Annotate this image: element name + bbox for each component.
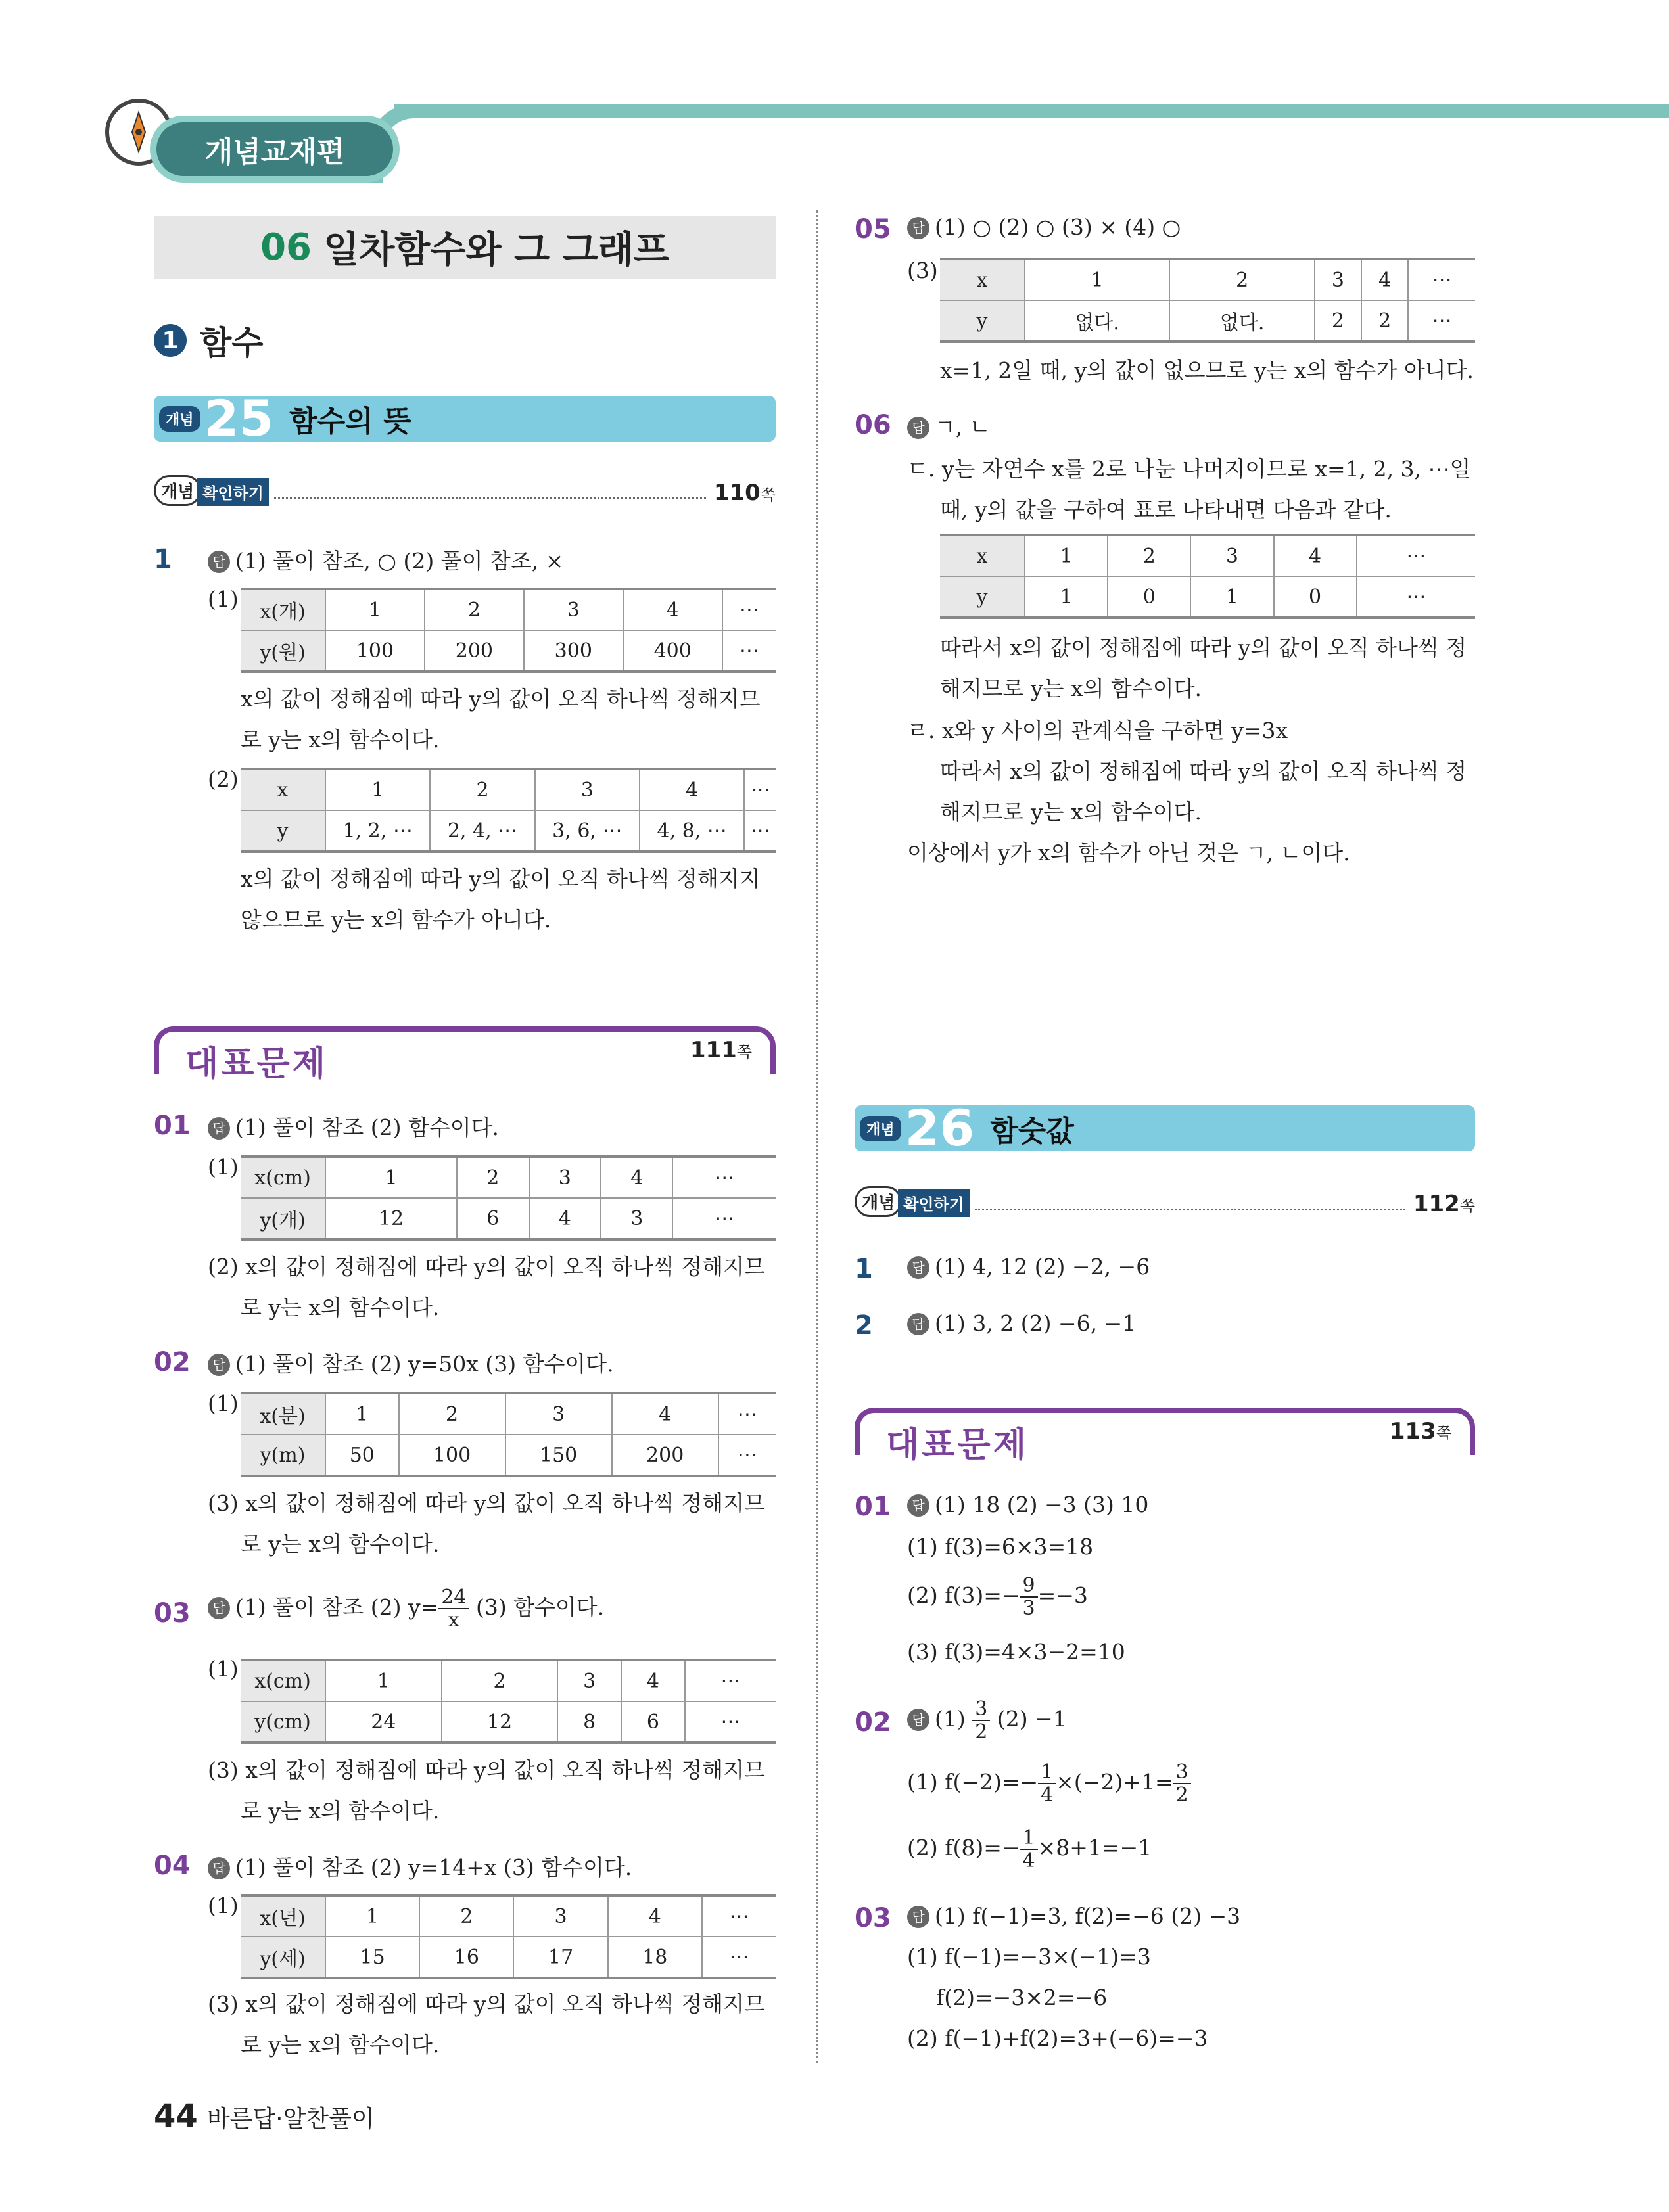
cell: 4 xyxy=(621,1660,685,1701)
check-label: 확인하기 xyxy=(898,1189,970,1217)
cell: ⋯ xyxy=(702,1937,776,1978)
section-title xyxy=(154,317,264,364)
answer-icon: 답 xyxy=(208,1117,230,1140)
answer-line xyxy=(208,544,563,575)
cell: 3 xyxy=(529,1157,601,1198)
problem-number: 02 xyxy=(855,1707,891,1738)
data-table xyxy=(241,768,776,853)
answer-line xyxy=(907,1310,1136,1336)
cell: ⋯ xyxy=(744,810,776,852)
chapter-name: 일차함수와 그 그래프 xyxy=(323,229,669,271)
cell: x xyxy=(940,535,1025,576)
cell: 8 xyxy=(557,1701,621,1743)
data-table xyxy=(241,1155,776,1241)
cell: 4 xyxy=(640,769,744,810)
cell: y(개) xyxy=(241,1198,325,1239)
check-oval: 개념 xyxy=(855,1186,902,1217)
cell: ⋯ xyxy=(722,630,776,672)
cell: 18 xyxy=(608,1937,702,1978)
cell: y(cm) xyxy=(241,1701,325,1743)
cell: 100 xyxy=(399,1435,505,1476)
page-number: 110 xyxy=(713,480,761,506)
cell: 0 xyxy=(1108,576,1190,618)
explanation: (3) x의 값이 정해짐에 따라 y의 값이 오직 하나씩 정해지므 xyxy=(208,1490,765,1516)
cell: y xyxy=(940,576,1025,618)
cell: x(cm) xyxy=(241,1660,325,1701)
solution-line xyxy=(907,1761,1191,1806)
cell: 12 xyxy=(325,1198,457,1239)
cell: 1 xyxy=(325,1660,442,1701)
cell: 3 xyxy=(1190,535,1273,576)
answer-icon: 답 xyxy=(907,1709,929,1731)
cell: ⋯ xyxy=(718,1393,776,1435)
cell: 2 xyxy=(399,1393,505,1435)
cell: x(cm) xyxy=(241,1157,325,1198)
cell: 1, 2, ⋯ xyxy=(325,810,430,852)
solution-text: (2) f(8)=− xyxy=(907,1835,1020,1860)
table-label: (1) xyxy=(208,586,239,612)
cell: 3 xyxy=(601,1198,672,1239)
cell: 3 xyxy=(513,1895,607,1937)
problem-number: 02 xyxy=(154,1347,191,1377)
solution-line xyxy=(907,1827,1152,1872)
cell: ⋯ xyxy=(1408,259,1475,300)
problem-number: 01 xyxy=(855,1492,891,1522)
answer-icon: 답 xyxy=(208,1857,230,1879)
cell: 2 xyxy=(442,1660,558,1701)
cell: y(원) xyxy=(241,630,325,672)
cell: 4 xyxy=(1274,535,1357,576)
fraction xyxy=(1020,1827,1038,1872)
cell: 2 xyxy=(430,769,534,810)
page-ref xyxy=(714,480,776,506)
data-table xyxy=(241,588,776,673)
concept-badge: 개념 xyxy=(159,406,200,432)
cell: 24 xyxy=(325,1701,442,1743)
denominator: 3 xyxy=(1022,1597,1035,1620)
cell: ⋯ xyxy=(722,589,776,630)
table-label: (1) xyxy=(208,1391,239,1416)
explanation: 않으므로 y는 x의 함수가 아니다. xyxy=(241,907,552,933)
solution-text: (1) f(−2)=− xyxy=(907,1769,1039,1795)
cell: 3, 6, ⋯ xyxy=(535,810,640,852)
cell: y xyxy=(241,810,325,852)
answer-text: (1) ○ (2) ○ (3) × (4) ○ xyxy=(935,214,1181,240)
cell: y(m) xyxy=(241,1435,325,1476)
cell: 100 xyxy=(325,630,425,672)
cell: ⋯ xyxy=(744,769,776,810)
answer-line xyxy=(907,1492,1148,1517)
page-number: 111 xyxy=(690,1037,737,1063)
concept-number: 25 xyxy=(204,389,274,448)
answer-line xyxy=(208,1851,632,1881)
dotted-leader xyxy=(975,1209,1405,1210)
concept-title: 함숫값 xyxy=(990,1115,1074,1148)
answer-line xyxy=(208,1111,499,1141)
denominator: 2 xyxy=(1175,1784,1188,1807)
data-table xyxy=(940,258,1475,343)
cell: 2 xyxy=(1108,535,1190,576)
fraction xyxy=(1173,1761,1191,1806)
page-unit: 쪽 xyxy=(736,1043,752,1061)
solution-line: f(2)=−3×2=−6 xyxy=(936,1985,1108,2010)
cell: ⋯ xyxy=(672,1198,776,1239)
explanation: x=1, 2일 때, y의 값이 없으므로 y는 x의 함수가 아니다. xyxy=(940,357,1474,383)
cell: 16 xyxy=(419,1937,513,1978)
cell: 1 xyxy=(1025,576,1108,618)
cell: 4 xyxy=(1361,259,1408,300)
cell: 3 xyxy=(1315,259,1361,300)
page-number: 113 xyxy=(1389,1418,1436,1444)
check-header-110 xyxy=(154,469,776,506)
section-name: 함수 xyxy=(200,324,264,362)
cell: ⋯ xyxy=(672,1157,776,1198)
cell: 50 xyxy=(325,1435,399,1476)
cell: 1 xyxy=(325,769,430,810)
solution-line: (2) f(−1)+f(2)=3+(−6)=−3 xyxy=(907,2025,1208,2051)
answer-text: ㄱ, ㄴ xyxy=(935,414,991,440)
answer-text: (1) 풀이 참조 (2) 함수이다. xyxy=(235,1115,499,1140)
cell: 1 xyxy=(1190,576,1273,618)
cell: 2 xyxy=(1315,300,1361,342)
answer-text: (1) 3, 2 (2) −6, −1 xyxy=(935,1310,1137,1336)
numerator: 3 xyxy=(1173,1761,1191,1784)
cell: x(년) xyxy=(241,1895,325,1937)
cell: 2 xyxy=(419,1895,513,1937)
solution-text: ×(−2)+1= xyxy=(1056,1769,1173,1795)
check-label: 확인하기 xyxy=(197,478,269,506)
cell: 2 xyxy=(425,589,524,630)
answer-icon: 답 xyxy=(907,1494,929,1517)
numerator: 1 xyxy=(1038,1761,1056,1784)
table-label: (3) xyxy=(907,258,938,283)
cell: 6 xyxy=(621,1701,685,1743)
cell: 0 xyxy=(1274,576,1357,618)
concept-badge: 개념 xyxy=(860,1116,901,1141)
page-number: 44 xyxy=(154,2098,198,2134)
answer-line xyxy=(907,1698,1067,1743)
cell: ⋯ xyxy=(718,1435,776,1476)
problem-number: 1 xyxy=(855,1254,873,1284)
solution-line: (3) f(3)=4×3−2=10 xyxy=(907,1639,1125,1665)
daepyo-header-111 xyxy=(154,1026,776,1084)
page-unit: 쪽 xyxy=(1459,1197,1475,1215)
cell: x xyxy=(241,769,325,810)
answer-text: (1) 4, 12 (2) −2, −6 xyxy=(935,1254,1150,1279)
data-table xyxy=(241,1392,776,1477)
answer-text: (1) xyxy=(935,1706,973,1732)
answer-text: (1) 풀이 참조 (2) y= xyxy=(235,1594,439,1620)
answer-icon: 답 xyxy=(907,1313,929,1335)
page-number: 112 xyxy=(1413,1191,1460,1217)
cell: 12 xyxy=(442,1701,558,1743)
concept-number: 26 xyxy=(905,1099,975,1157)
cell: 2 xyxy=(1361,300,1408,342)
fraction xyxy=(438,1586,469,1631)
cell: 1 xyxy=(325,589,425,630)
cell: 4 xyxy=(601,1157,672,1198)
answer-icon: 답 xyxy=(208,551,230,573)
cell: 4 xyxy=(612,1393,718,1435)
answer-line xyxy=(208,1347,614,1378)
cell: 3 xyxy=(524,589,623,630)
cell: ⋯ xyxy=(1357,535,1475,576)
cell: 2 xyxy=(1169,259,1314,300)
cell: 200 xyxy=(425,630,524,672)
problem-number: 1 xyxy=(154,544,172,574)
explanation: 로 y는 x의 함수이다. xyxy=(241,2032,440,2058)
denominator: 2 xyxy=(975,1720,988,1743)
answer-line xyxy=(208,1586,604,1631)
cell: 17 xyxy=(513,1937,607,1978)
cell: y xyxy=(940,300,1025,342)
answer-icon: 답 xyxy=(907,417,929,439)
answer-text: (1) f(−1)=3, f(2)=−6 (2) −3 xyxy=(935,1903,1241,1929)
problem-number: 06 xyxy=(855,410,891,440)
cell: ⋯ xyxy=(685,1660,776,1701)
numerator: 24 xyxy=(438,1586,469,1609)
explanation: 이상에서 y가 x의 함수가 아닌 것은 ㄱ, ㄴ이다. xyxy=(907,840,1350,865)
page-unit: 쪽 xyxy=(760,486,776,504)
answer-line xyxy=(907,214,1181,240)
explanation: 해지므로 y는 x의 함수이다. xyxy=(940,676,1202,701)
book-title: 바른답·알찬풀이 xyxy=(206,2106,375,2132)
cell: 3 xyxy=(505,1393,612,1435)
page-ref xyxy=(1413,1191,1475,1217)
daepyo-title: 대표문제 xyxy=(886,1425,1029,1465)
cell: x(개) xyxy=(241,589,325,630)
column-divider xyxy=(816,210,818,2063)
data-table xyxy=(940,534,1475,619)
denominator: 4 xyxy=(1041,1784,1054,1807)
cell: 없다. xyxy=(1025,300,1169,342)
cell: 4 xyxy=(529,1198,601,1239)
fraction xyxy=(1038,1761,1056,1806)
cell: ⋯ xyxy=(1357,576,1475,618)
numerator: 1 xyxy=(1020,1827,1038,1850)
page-ref xyxy=(1390,1418,1451,1444)
cell: 3 xyxy=(535,769,640,810)
explanation: 해지므로 y는 x의 함수이다. xyxy=(940,799,1202,825)
concept-25-header xyxy=(154,389,776,448)
cell: 4 xyxy=(623,589,722,630)
answer-icon: 답 xyxy=(208,1354,230,1376)
answer-text: (1) 풀이 참조 (2) y=50x (3) 함수이다. xyxy=(235,1351,614,1377)
section-number: 1 xyxy=(154,324,187,357)
solution-text: ×8+1=−1 xyxy=(1037,1835,1152,1860)
cell: 1 xyxy=(325,1393,399,1435)
cell: 4, 8, ⋯ xyxy=(640,810,744,852)
cell: 1 xyxy=(325,1895,419,1937)
explanation: 따라서 x의 값이 정해짐에 따라 y의 값이 오직 하나씩 정 xyxy=(940,758,1467,784)
explanation: x의 값이 정해짐에 따라 y의 값이 오직 하나씩 정해지지 xyxy=(241,866,761,892)
header-tab xyxy=(150,116,400,183)
problem-number: 05 xyxy=(855,214,891,244)
cell: x xyxy=(940,259,1025,300)
solution-text: (2) f(3)=− xyxy=(907,1582,1020,1608)
answer-text: (1) 18 (2) −3 (3) 10 xyxy=(935,1492,1149,1517)
explanation: ㄷ. y는 자연수 x를 2로 나눈 나머지이므로 x=1, 2, 3, ⋯일 xyxy=(907,456,1471,482)
concept-title: 함수의 뜻 xyxy=(289,405,411,438)
answer-icon: 답 xyxy=(907,1906,929,1928)
cell: 4 xyxy=(608,1895,702,1937)
fraction xyxy=(1020,1575,1038,1619)
answer-line xyxy=(907,1254,1150,1279)
explanation: (2) x의 값이 정해짐에 따라 y의 값이 오직 하나씩 정해지므 xyxy=(208,1254,765,1279)
cell: 1 xyxy=(325,1157,457,1198)
answer-icon: 답 xyxy=(907,1256,929,1279)
cell: 6 xyxy=(457,1198,529,1239)
explanation: (3) x의 값이 정해짐에 따라 y의 값이 오직 하나씩 정해지므 xyxy=(208,1991,765,2017)
cell: x(분) xyxy=(241,1393,325,1435)
cell: ⋯ xyxy=(1408,300,1475,342)
check-oval: 개념 xyxy=(154,475,201,506)
cell: y(세) xyxy=(241,1937,325,1978)
solution-line xyxy=(907,1575,1088,1619)
problem-number: 2 xyxy=(855,1310,873,1341)
chapter-title xyxy=(154,216,776,279)
explanation: 로 y는 x의 함수이다. xyxy=(241,1798,440,1824)
solution-text: =−3 xyxy=(1037,1582,1088,1608)
page-ref xyxy=(690,1037,752,1063)
data-table xyxy=(241,1894,776,1979)
cell: 없다. xyxy=(1169,300,1314,342)
header-tab-label: 개념교재편 xyxy=(204,135,345,169)
daepyo-header-113 xyxy=(855,1408,1475,1465)
denominator: 4 xyxy=(1022,1849,1035,1872)
cell: 2, 4, ⋯ xyxy=(430,810,534,852)
answer-text: (1) 풀이 참조, ○ (2) 풀이 참조, × xyxy=(235,548,564,574)
cell: ⋯ xyxy=(702,1895,776,1937)
problem-number: 04 xyxy=(154,1851,191,1881)
cell: 300 xyxy=(524,630,623,672)
explanation: 로 y는 x의 함수이다. xyxy=(241,727,440,752)
explanation: 따라서 x의 값이 정해짐에 따라 y의 값이 오직 하나씩 정 xyxy=(940,635,1467,660)
answer-text: (3) 함수이다. xyxy=(469,1594,605,1620)
numerator: 3 xyxy=(972,1698,990,1721)
numerator: 9 xyxy=(1020,1575,1038,1598)
explanation: 로 y는 x의 함수이다. xyxy=(241,1295,440,1320)
fraction xyxy=(972,1698,990,1743)
cell: 200 xyxy=(612,1435,718,1476)
cell: 2 xyxy=(457,1157,529,1198)
concept-26-header xyxy=(855,1099,1475,1157)
header-bar xyxy=(394,104,1669,118)
explanation: x의 값이 정해짐에 따라 y의 값이 오직 하나씩 정해지므 xyxy=(241,686,761,712)
explanation: (3) x의 값이 정해짐에 따라 y의 값이 오직 하나씩 정해지므 xyxy=(208,1757,765,1783)
explanation: 로 y는 x의 함수이다. xyxy=(241,1531,440,1557)
answer-text: (1) 풀이 참조 (2) y=14+x (3) 함수이다. xyxy=(235,1855,632,1880)
page-unit: 쪽 xyxy=(1436,1424,1451,1442)
table-label: (1) xyxy=(208,1893,239,1918)
answer-icon: 답 xyxy=(907,217,929,239)
problem-number: 03 xyxy=(855,1903,891,1933)
solution-line: (1) f(3)=6×3=18 xyxy=(907,1534,1094,1559)
cell: 1 xyxy=(1025,259,1169,300)
cell: 400 xyxy=(623,630,722,672)
cell: 3 xyxy=(557,1660,621,1701)
cell: 15 xyxy=(325,1937,419,1978)
data-table xyxy=(241,1659,776,1744)
dotted-leader xyxy=(274,497,706,499)
answer-line xyxy=(907,1903,1240,1929)
cell: ⋯ xyxy=(685,1701,776,1743)
cell: 1 xyxy=(1025,535,1108,576)
table-label: (1) xyxy=(208,1154,239,1180)
cell: 150 xyxy=(505,1435,612,1476)
explanation: ㄹ. x와 y 사이의 관계식을 구하면 y=3x xyxy=(907,718,1288,743)
daepyo-title: 대표문제 xyxy=(185,1044,328,1084)
problem-number: 01 xyxy=(154,1111,191,1141)
check-header-112 xyxy=(855,1180,1475,1217)
page-footer xyxy=(154,2098,375,2134)
answer-icon: 답 xyxy=(208,1597,230,1619)
answer-line xyxy=(907,410,991,441)
solution-line: (1) f(−1)=−3×(−1)=3 xyxy=(907,1944,1151,1970)
chapter-number: 06 xyxy=(260,225,312,269)
table-label: (2) xyxy=(208,766,239,792)
table-label: (1) xyxy=(208,1656,239,1682)
explanation: 때, y의 값을 구하여 표로 나타내면 다음과 같다. xyxy=(940,497,1392,522)
problem-number: 03 xyxy=(154,1598,191,1628)
denominator: x xyxy=(448,1609,459,1632)
answer-text: (2) −1 xyxy=(990,1706,1067,1732)
